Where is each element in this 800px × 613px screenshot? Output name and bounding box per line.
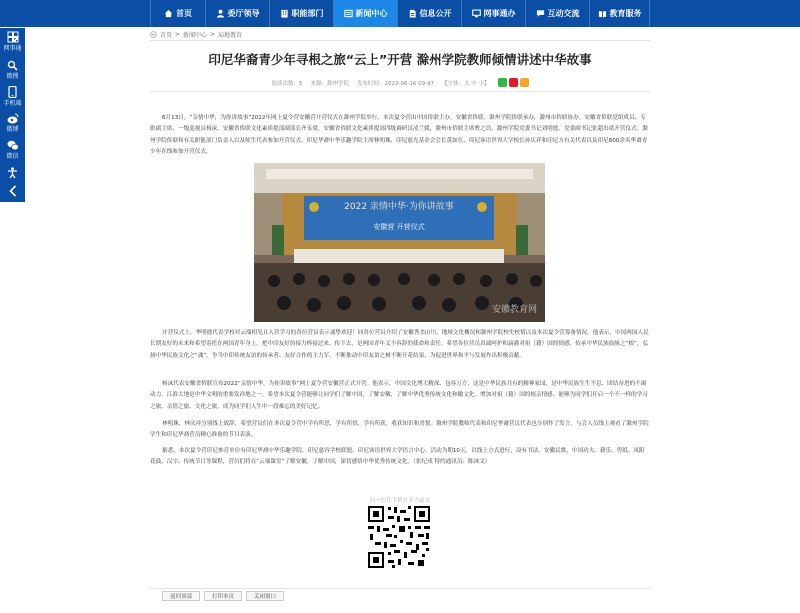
close-window-button[interactable]: 关闭窗口 bbox=[246, 591, 284, 601]
qr-icon bbox=[7, 31, 19, 43]
print-button[interactable]: 打印本页 bbox=[204, 591, 242, 601]
meeting-photo bbox=[254, 163, 545, 322]
nav-item-label: 互动交流 bbox=[547, 9, 580, 18]
sidebar-item-qr[interactable] bbox=[0, 31, 25, 52]
location-icon bbox=[150, 31, 157, 38]
photo-watermark: 安徽教育网 bbox=[491, 305, 537, 315]
article-photo bbox=[254, 163, 545, 322]
sidebar-item-label: 手机端 bbox=[3, 100, 22, 107]
footer-divider bbox=[150, 588, 650, 589]
nav-item-online-services[interactable] bbox=[462, 0, 526, 27]
breadcrumb-separator: > bbox=[210, 31, 216, 38]
weibo-share-icon[interactable] bbox=[509, 78, 518, 87]
footer-actions bbox=[162, 591, 284, 601]
breadcrumb-link-news[interactable]: 新闻中心 bbox=[183, 32, 208, 39]
article-paragraph: 杨沫代表安徽省侨联宣布2022“亲情中华，为你讲故事”网上夏令营安徽营正式开营。他表示，中国文化博大精深、包容万方，这是中华民族共有的精神家园，是中华民族生生不息、团结奋进的不竭动力。江淮大地是中华文明的重要发祥地之一，希望本次夏令营能够让同学们了解中国，了解安徽，了解中华优秀传统文化和徽文化，增加对祖（籍）国的根亲情感。能够为同学们开启一个不一样的学习之旅、亲情之旅、文化之旅，成为同学们人生中一段难忘的美好记忆。 bbox=[150, 381, 648, 410]
article-title: 印尼华裔青少年寻根之旅“云上”开营 滁州学院教师倾情讲述中华故事 bbox=[208, 52, 592, 67]
nav-item-home[interactable] bbox=[150, 0, 206, 27]
sidebar-item-weibo[interactable] bbox=[0, 113, 25, 133]
chevron-left-icon bbox=[9, 185, 17, 197]
qzone-share-icon[interactable] bbox=[520, 78, 529, 87]
nav-item-info[interactable] bbox=[398, 0, 462, 27]
banner-subtext: 安徽营 开营仪式 bbox=[373, 223, 425, 231]
monitor-icon bbox=[472, 9, 481, 18]
article-paragraph: 开营仪式上，华明德代表学校对云端相见且入营学习的各位营员表示诚挚欢迎！同各位营员介绍了安徽秀美山川、地域文化概况和滁州学院校史校情以及本次夏令营筹备情况。他表示，中国两国人民长期友好的未来和希望寄托在两国青年身上。把中印友好的接力棒接过来、传下去，是两国青年义不容辞的使命和责任。希望各位营员真诚呵护和滴灌对祖（籍）国的情感，传承中华民族血脉之“根”，弘扬中华民族文化之“魂”，争当中印传统友谊的传承者、友好合作的主力军，不断推动中印友谊之树不断开花结果，为促进世界和平与发展作出积极贡献。 bbox=[150, 330, 649, 359]
article-source: 来源：滁州学院 bbox=[310, 80, 349, 87]
share-buttons bbox=[498, 78, 529, 87]
font-size-switcher[interactable]: 【字体：大 中 小】 bbox=[442, 80, 490, 87]
nav-item-label: 教育服务 bbox=[609, 9, 642, 18]
breadcrumb-link-home[interactable]: 首页 bbox=[160, 32, 173, 39]
nav-item-label: 信息公开 bbox=[419, 9, 452, 18]
nav-item-label: 职能部门 bbox=[291, 9, 324, 18]
book-icon bbox=[598, 9, 607, 18]
document-icon bbox=[408, 9, 417, 18]
nav-item-education-services[interactable] bbox=[590, 0, 650, 27]
nav-item-label: 网事通办 bbox=[483, 9, 516, 18]
nav-item-label: 新闻中心 bbox=[355, 9, 388, 18]
breadcrumb bbox=[150, 30, 242, 39]
wechat-share-icon[interactable] bbox=[498, 78, 507, 87]
breadcrumb-link-local-education[interactable]: 局地教育 bbox=[218, 32, 243, 39]
qr-code-image bbox=[366, 504, 432, 570]
search-icon bbox=[7, 60, 18, 71]
phone-icon bbox=[8, 86, 17, 98]
article-paragraph: 据悉，本次夏令营印尼参营单位有印尼华裔中华乐趣学院、印尼慈容学校联盟、印尼客语世界大学语言中心。活动为期10天，以线上方式进行，设有书法、安徽民歌、中国功夫、籍乐、剪纸、凤阳花鼓、汉字、传统节日等课程，营员们将在“云端课堂”了解安徽，了解中国，深切感悟中华优秀传统文化。（张纪成 特约通讯员：陈沐文） bbox=[150, 448, 645, 466]
breadcrumb-separator: > bbox=[175, 31, 181, 38]
banner-text: 2022 亲情中华·为你讲故事 bbox=[344, 202, 454, 212]
home-icon bbox=[164, 9, 173, 18]
main-menu bbox=[150, 0, 650, 27]
nav-item-departments[interactable] bbox=[270, 0, 334, 27]
sidebar-item-label: 微博 bbox=[6, 126, 19, 133]
chat-icon bbox=[536, 9, 545, 18]
back-to-top-button[interactable]: 返回顶部 bbox=[162, 591, 200, 601]
top-navigation bbox=[0, 0, 800, 27]
view-count: 阅读次数：5 bbox=[271, 80, 303, 87]
nav-item-interaction[interactable] bbox=[526, 0, 590, 27]
wechat-icon bbox=[7, 140, 19, 151]
qr-caption: 扫一扫在手机打开当前页 bbox=[369, 498, 431, 504]
sidebar-item-mobile[interactable] bbox=[0, 86, 25, 107]
publish-date: 发布时间：2022-06-16 09:47 bbox=[356, 80, 435, 87]
accessibility-icon bbox=[7, 167, 18, 179]
meta-divider bbox=[150, 91, 650, 92]
article-paragraph: 6月13日，“亲情中华，为你讲故事”2022年网上夏令营安徽营开营仪式在滁州学院举行。本次夏令营由中国侨联主办，安徽省侨联、滁州学院侨联承办，滁州市侨联协办。安徽省侨联党组成员、专职副主席、一级巡视员杨沫，安徽省侨联文化素质提部副部长齐永梁，安徽省侨联文化素质提部四级调研员凌兰媛，滁州市侨联主席曹之浩，滁州学院党委书记刘明德、党委副书记张超出席开营仪式。滁州学院侨联和有关职能部门负责人以及师生代表参加开营仪式。印尼华裔中华乐趣学院主席林明珠、印尼慈光基金会会长黄如在、印尼客语世界大学校长孙庆祥和印尼方有关代表以及印尼600余名华裔青少年在线参加开营仪式。 bbox=[150, 115, 648, 156]
building-icon bbox=[280, 9, 289, 18]
sidebar-item-label: 微搜 bbox=[6, 73, 19, 80]
sidebar-item-label: 网事通 bbox=[3, 45, 22, 52]
sidebar-item-wechat[interactable] bbox=[0, 140, 25, 160]
nav-item-label: 委厅领导 bbox=[227, 9, 260, 18]
breadcrumb-divider bbox=[150, 40, 650, 41]
user-icon bbox=[216, 9, 225, 18]
sidebar-item-label: 微信 bbox=[6, 153, 19, 160]
article-meta bbox=[150, 78, 650, 87]
news-icon bbox=[344, 9, 353, 18]
nav-item-leaders[interactable] bbox=[206, 0, 270, 27]
sidebar-collapse-button[interactable] bbox=[0, 180, 25, 202]
weibo-icon bbox=[7, 113, 19, 124]
side-toolbar bbox=[0, 28, 25, 202]
nav-item-label: 首页 bbox=[176, 9, 192, 18]
sidebar-item-search[interactable] bbox=[0, 60, 25, 80]
article-paragraph: 林明珠、林庆祥分别线上致辞，希望营员们在本次夏令营中学有所思，学有所悟，学有所获，收获知识和喜悦。滁州学院教师代表和印尼华裔营员代表也分别作了发言，与会人员线上观看了滁州学院学生和印尼华裔营员精心准备的节目表演。 bbox=[150, 421, 649, 439]
page-qr-code bbox=[366, 504, 432, 570]
nav-item-news[interactable] bbox=[334, 0, 398, 27]
